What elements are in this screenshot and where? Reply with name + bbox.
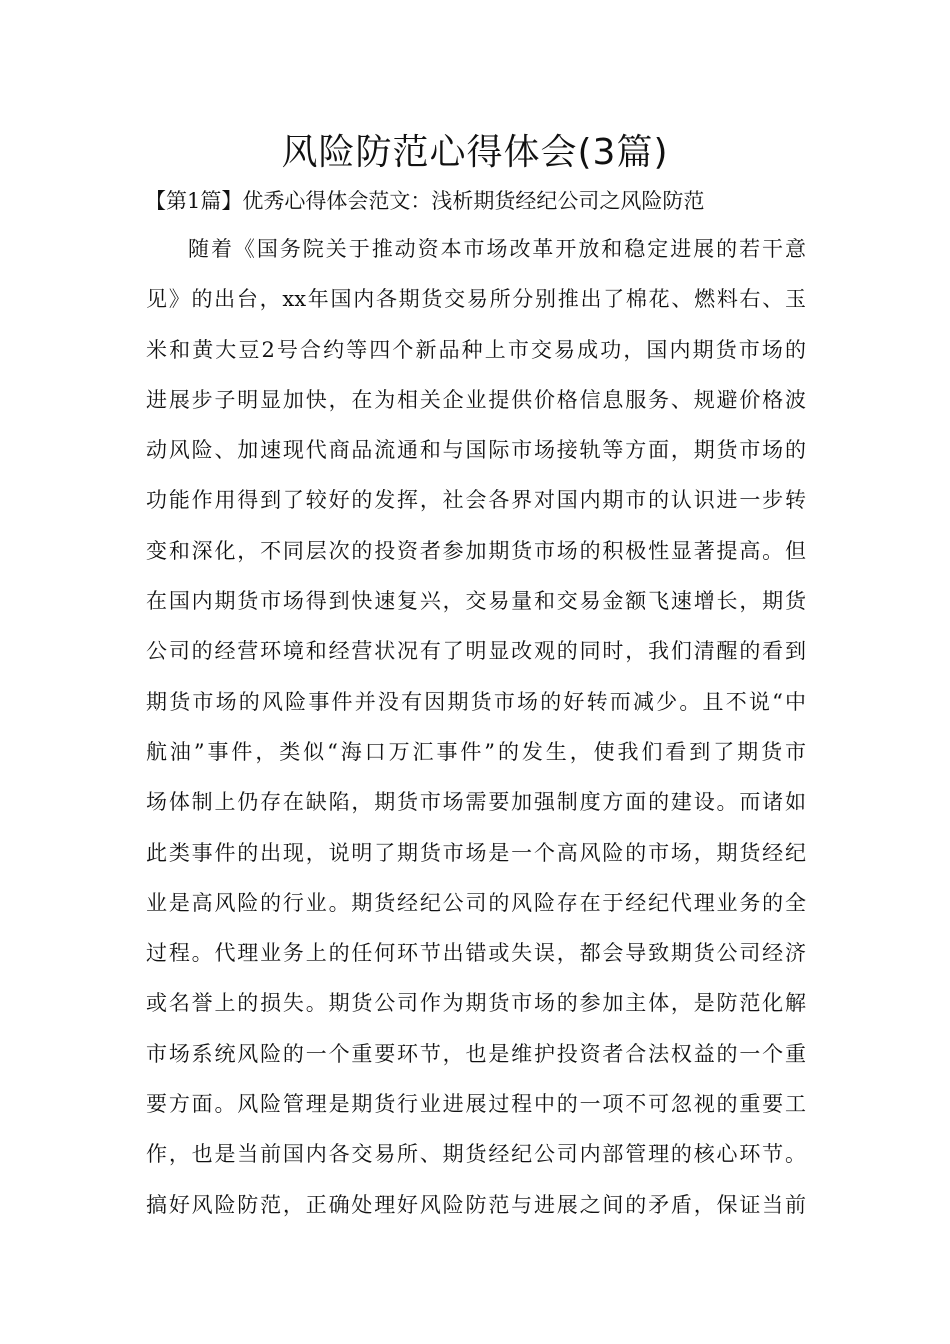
paragraph-line: 或名誉上的损失。期货公司作为期货市场的参加主体，是防范化解 xyxy=(146,991,806,1016)
section-heading: 【第1篇】优秀心得体会范文：浅析期货经纪公司之风险防范 xyxy=(145,189,705,213)
paragraph-line: 在国内期货市场得到快速复兴，交易量和交易金额飞速增长，期货 xyxy=(146,589,806,614)
paragraph-line: 市场系统风险的一个重要环节，也是维护投资者合法权益的一个重 xyxy=(146,1041,806,1066)
paragraph-line: 米和黄大豆2号合约等四个新品种上市交易成功，国内期货市场的 xyxy=(146,337,806,362)
paragraph-line: 公司的经营环境和经营状况有了明显改观的同时，我们清醒的看到 xyxy=(146,639,806,664)
paragraph-line: 功能作用得到了较好的发挥，社会各界对国内期市的认识进一步转 xyxy=(146,488,806,513)
paragraph-line: 期货市场的风险事件并没有因期货市场的好转而减少。且不说“中 xyxy=(146,689,806,714)
paragraph-line: 搞好风险防范，正确处理好风险防范与进展之间的矛盾，保证当前 xyxy=(146,1192,806,1217)
body-paragraph xyxy=(146,231,806,1237)
paragraph-line: 过程。代理业务上的任何环节出错或失误，都会导致期货公司经济 xyxy=(146,941,806,966)
paragraph-line: 作，也是当前国内各交易所、期货经纪公司内部管理的核心环节。 xyxy=(146,1142,806,1167)
paragraph-line: 此类事件的出现，说明了期货市场是一个高风险的市场，期货经纪 xyxy=(146,840,806,865)
paragraph-line: 场体制上仍存在缺陷，期货市场需要加强制度方面的建设。而诸如 xyxy=(146,790,806,815)
paragraph-line: 业是高风险的行业。期货经纪公司的风险存在于经纪代理业务的全 xyxy=(146,890,806,915)
paragraph-line: 进展步子明显加快，在为相关企业提供价格信息服务、规避价格波 xyxy=(146,387,806,412)
document-title: 风险防范心得体会(3篇) xyxy=(281,132,669,173)
paragraph-line: 动风险、加速现代商品流通和与国际市场接轨等方面，期货市场的 xyxy=(146,438,806,463)
paragraph-line: 随着《国务院关于推动资本市场改革开放和稳定进展的若干意 xyxy=(188,237,806,261)
paragraph-line: 变和深化，不同层次的投资者参加期货市场的积极性显著提高。但 xyxy=(146,538,806,563)
paragraph-line: 见》的出台，xx年国内各期货交易所分别推出了棉花、燃料右、玉 xyxy=(146,287,806,312)
paragraph-line: 要方面。风险管理是期货行业进展过程中的一项不可忽视的重要工 xyxy=(146,1092,806,1117)
paragraph-line: 航油”事件，类似“海口万汇事件”的发生，使我们看到了期货市 xyxy=(146,739,806,764)
